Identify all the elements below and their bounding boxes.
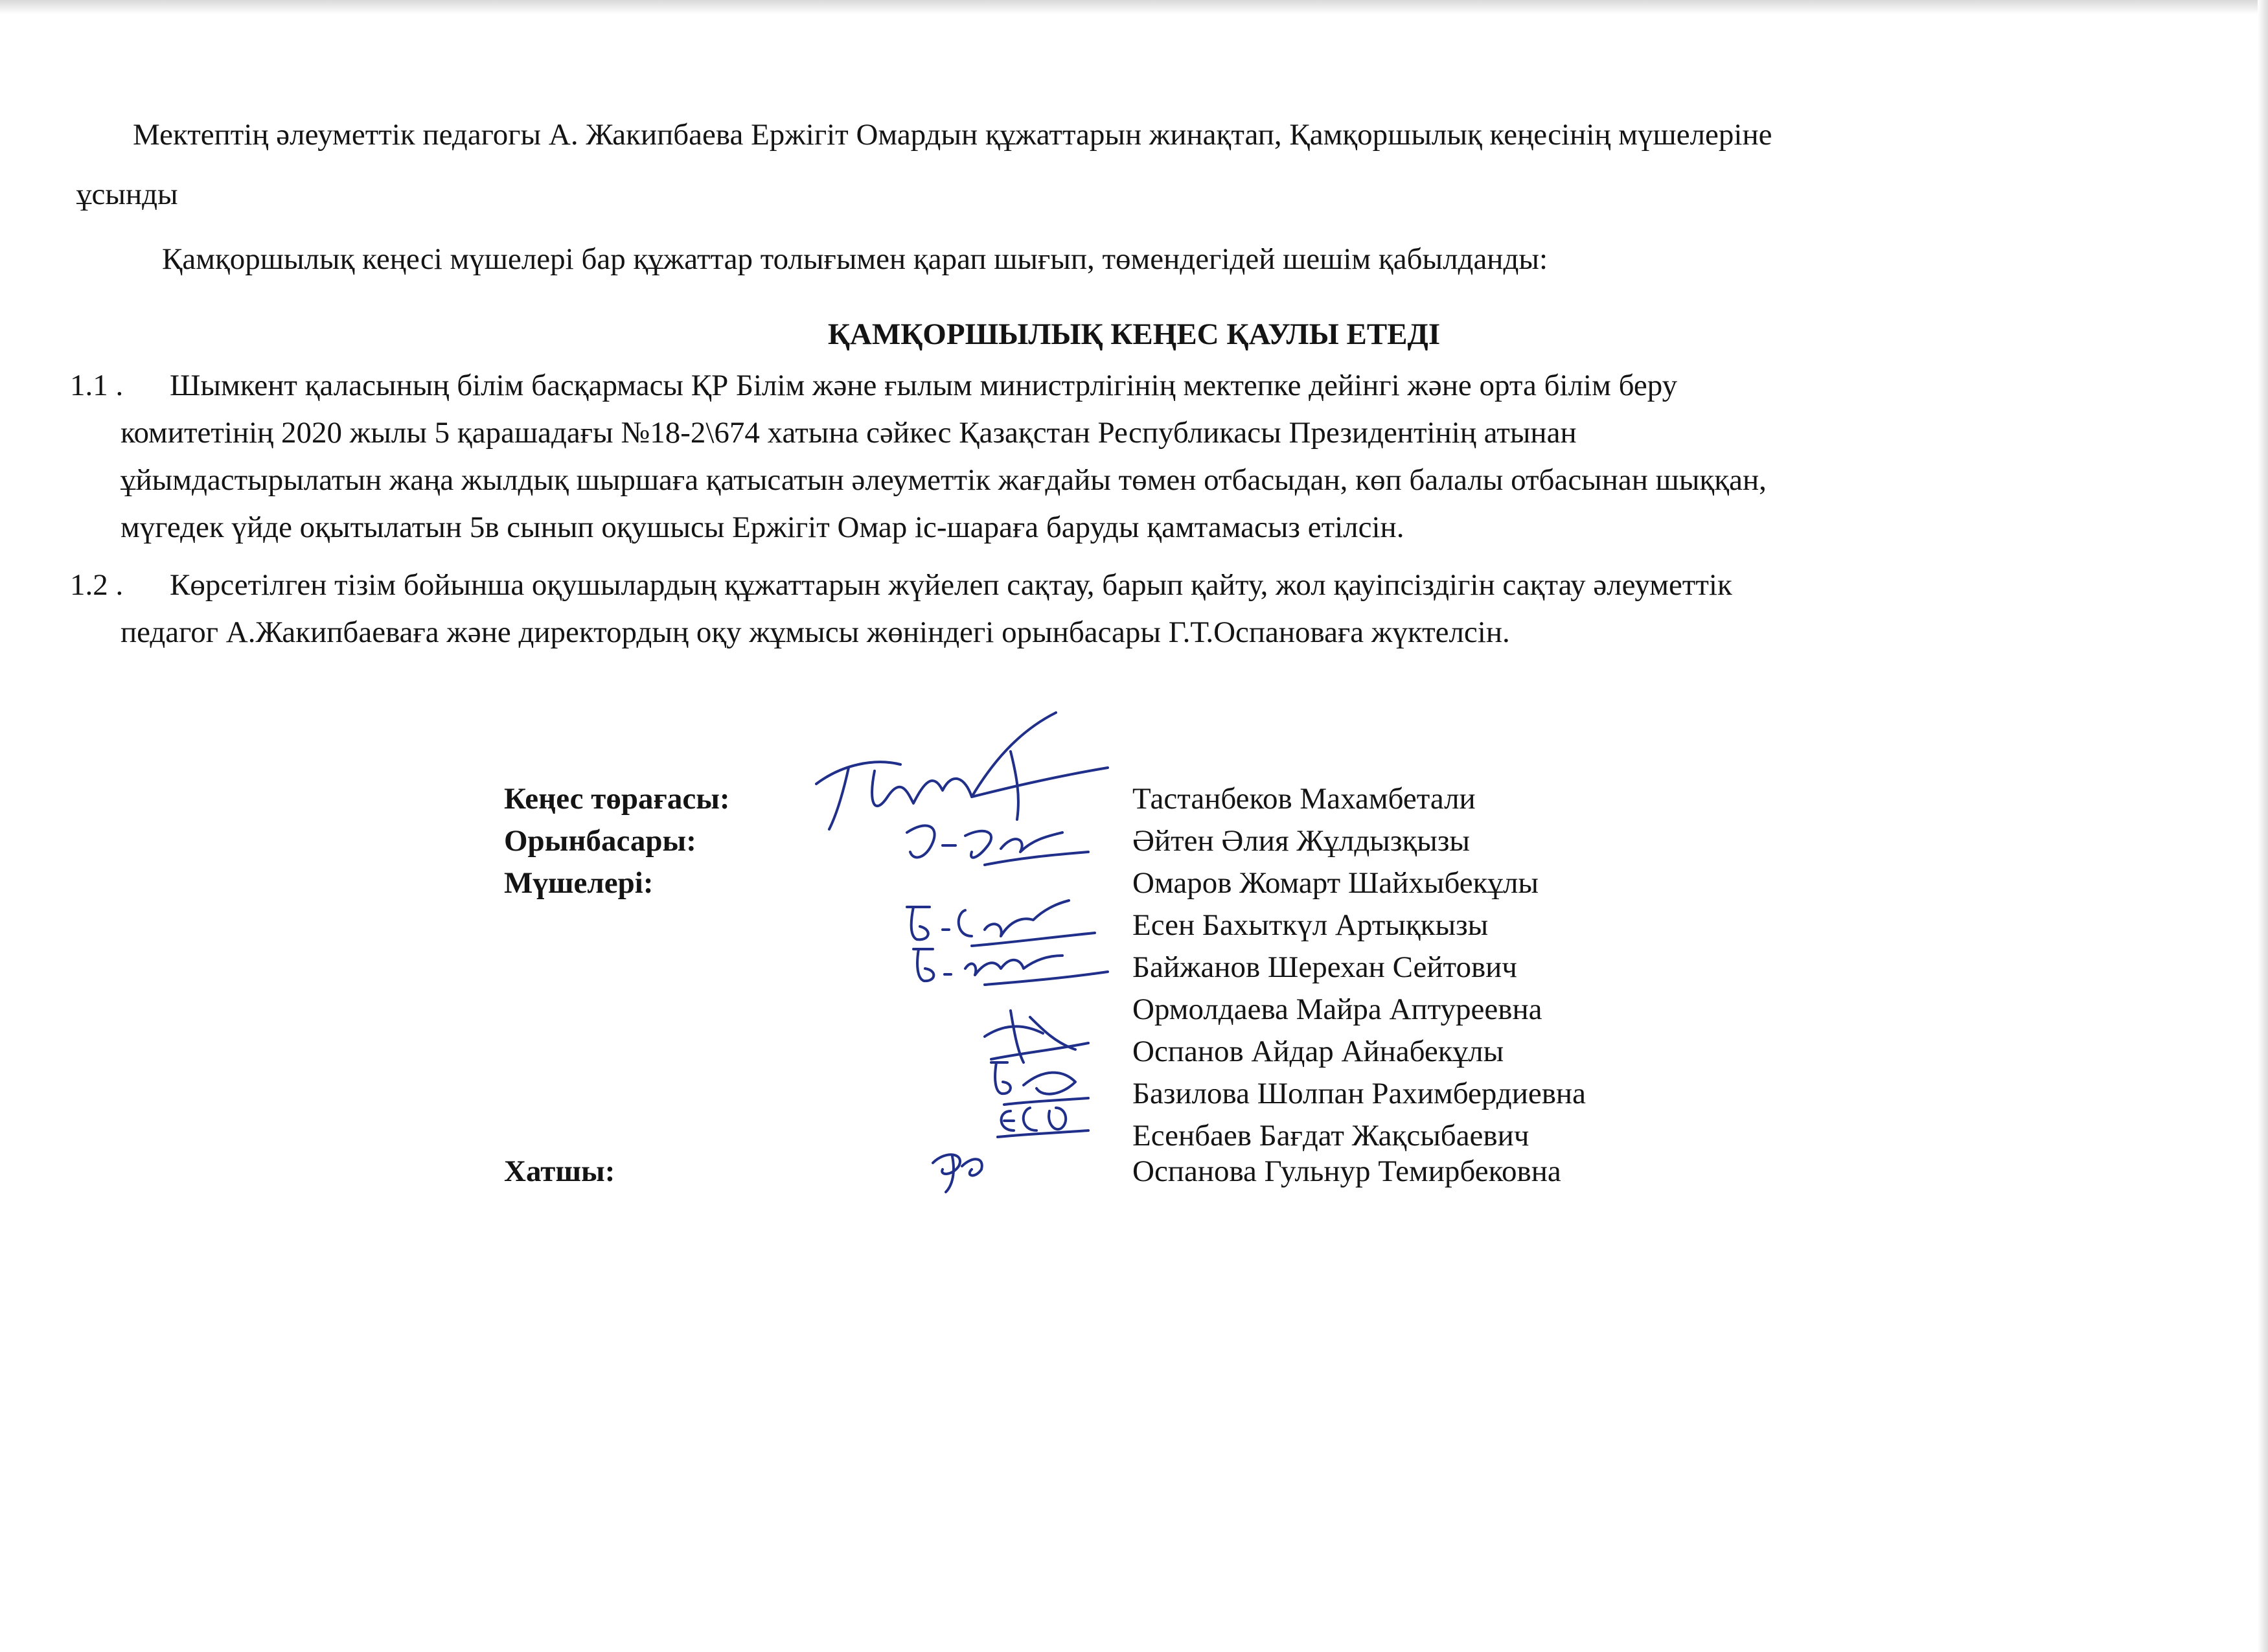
member-name-secretary: Оспанова Гульнур Темирбековна <box>1132 1154 1561 1188</box>
intro-line-1: Мектептің әлеуметтік педагогы А. Жакипбаева Ержігіт Омардын құжаттарын жинақтап, Қамқоршылық кеңесінің мүшелеріне <box>133 118 1772 152</box>
item-1-1-line-2: комитетінің 2020 жылы 5 қарашадағы №18-2\674 хатына сәйкес Қазақстан Республикасы Президентінің атынан <box>120 416 1577 450</box>
member-name: Есенбаев Бағдат Жақсыбаевич <box>1132 1119 1529 1153</box>
members-label: Мүшелері: <box>504 866 654 900</box>
member-name: Байжанов Шерехан Сейтович <box>1132 950 1517 984</box>
member-signature-image-2 <box>900 933 1121 998</box>
secretary-label: Хатшы: <box>504 1154 615 1188</box>
item-1-1-line-3: ұйымдастырылатын жаңа жылдық шыршаға қатысатын әлеуметтік жағдайы төмен отбасыдан, көп балалы отбасынан шыққан, <box>120 463 1767 497</box>
item-1-1-number: 1.1 . <box>70 369 124 402</box>
member-name: Оспанов Айдар Айнабекұлы <box>1132 1035 1504 1068</box>
resolution-heading: ҚАМҚОРШЫЛЫҚ КЕҢЕС ҚАУЛЫ ЕТЕДІ <box>827 317 1441 351</box>
member-name-chair: Тастанбеков Махамбетали <box>1132 782 1476 816</box>
member-name: Омаров Жомарт Шайхыбекұлы <box>1132 866 1539 900</box>
item-1-2-number: 1.2 . <box>70 568 124 602</box>
scan-edge-right <box>2258 0 2268 1652</box>
deputy-signature-image <box>894 807 1101 878</box>
scan-edge-top <box>0 0 2268 14</box>
item-1-2-line-1: Көрсетілген тізім бойынша оқушылардың құжаттарын жүйелеп сақтау, барып қайту, жол қауіпсіздігін сақтау әлеуметтік <box>170 568 1732 602</box>
item-1-1-line-1: Шымкент қаласының білім басқармасы ҚР Білім және ғылым министрлігінің мектепке дейінгі және орта білім беру <box>170 369 1678 402</box>
secretary-signature-image <box>920 1137 998 1195</box>
intro-line-2: ұсынды <box>76 178 178 211</box>
decision-line: Қамқоршылық кеңесі мүшелері бар құжаттар толығымен қарап шығып, төмендегідей шешім қабылданды: <box>162 242 1548 276</box>
member-name: Базилова Шолпан Рахимбердиевна <box>1132 1077 1586 1110</box>
item-1-2-line-2: педагог А.Жакипбаеваға және директордың оқу жұмысы жөніндегі орынбасары Г.Т.Оспановаға жүктелсін. <box>120 615 1510 649</box>
member-name: Есен Бахыткүл Артықкызы <box>1132 908 1489 942</box>
item-1-1-line-4: мүгедек үйде оқытылатын 5в сынып оқушысы Ержігіт Омар іс-шараға баруды қамтамасыз етілсін. <box>120 511 1404 544</box>
member-signature-image-5 <box>985 1095 1095 1147</box>
deputy-label: Орынбасары: <box>504 824 696 858</box>
member-name-deputy: Әйтен Әлия Жұлдызқызы <box>1132 824 1470 858</box>
chair-label: Кеңес төрағасы: <box>504 782 730 816</box>
member-name: Ормолдаева Майра Аптуреевна <box>1132 992 1542 1026</box>
